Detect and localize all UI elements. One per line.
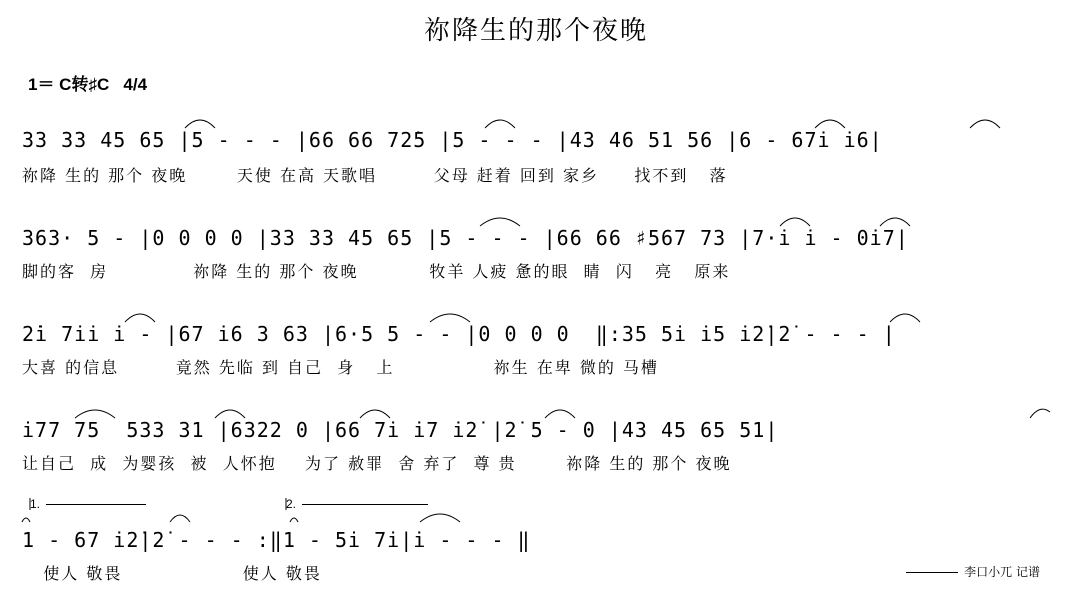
score-row-5-notes: 1 - 67 i̇2̇|2̇ - - - :‖1 - 5i̇ 7i̇|i̇ - - - ‖ xyxy=(22,528,531,552)
song-title: 祢降生的那个夜晚 xyxy=(423,16,648,46)
slur-mark xyxy=(970,120,1000,128)
score-row-4-lyrics: 让自己 成 为婴孩 被 人怀抱 为了 赦罪 舍 弃了 尊 贵 祢降 生的 那个 夜晚 xyxy=(22,454,732,473)
slur-mark xyxy=(480,218,520,226)
slur-mark xyxy=(125,314,155,322)
slur-mark xyxy=(420,514,460,522)
score-row-3-lyrics: 大喜 的信息 竟然 先临 到 自己 身 上 祢生 在卑 微的 马槽 xyxy=(22,358,659,377)
score-row-4-notes: i̇77 75 533 31 |6322 0 |66 7i̇ i̇7 i̇2̇ |2̇ 5 - 0 |43 45 65 51| xyxy=(22,418,779,442)
key-and-time-signature: 1＝ C转♯C 4/4 xyxy=(28,75,148,94)
slur-mark xyxy=(485,120,515,128)
slur-mark xyxy=(75,410,115,418)
score-row-5-lyrics: 使人 敬畏 使人 敬畏 xyxy=(22,564,322,583)
slur-mark xyxy=(890,314,920,322)
slur-mark xyxy=(815,120,845,128)
volta-first-label: 1. xyxy=(30,497,41,511)
slur-mark xyxy=(780,218,810,226)
slur-mark xyxy=(430,314,470,322)
slur-mark xyxy=(290,518,298,522)
slur-mark xyxy=(1030,409,1050,418)
slur-mark xyxy=(545,410,575,418)
score-row-2-notes: 363· 5 - |0 0 0 0 |33 33 45 65 |5 - - - |66 66 ♯567 73 |7·i̇ i̇ - 0i̇7| xyxy=(22,226,909,250)
slur-mark xyxy=(22,518,30,522)
slur-mark xyxy=(215,410,245,418)
score-row-2-lyrics: 脚的客 房 祢降 生的 那个 夜晚 牧羊 人疲 惫的眼 睛 闪 亮 原来 xyxy=(22,262,731,281)
slur-mark xyxy=(170,515,190,522)
volta-second-label: 2. xyxy=(286,497,297,511)
slur-mark xyxy=(185,120,215,128)
slur-mark xyxy=(880,218,910,226)
score-row-3-notes: 2̇i̇ 7i̇i̇ i̇ - |67 i̇6 3 63 |6·5 5 - - |0 0 0 0 ‖:35 5i̇ i̇5 i̇2̇|2̇ - - - | xyxy=(22,322,896,346)
slur-mark xyxy=(360,410,390,418)
score-row-1-notes: 33 33 45 65 |5 - - - |66 66 72̇5 |5 - - - |43 46 51 56 |6 - 67i̇ i̇6| xyxy=(22,128,883,152)
credit-text: 李口小兀 记谱 xyxy=(964,565,1040,579)
score-row-1-lyrics: 祢降 生的 那个 夜晚 天使 在高 天歌唱 父母 赶着 回到 家乡 找不到 落 xyxy=(22,166,728,185)
